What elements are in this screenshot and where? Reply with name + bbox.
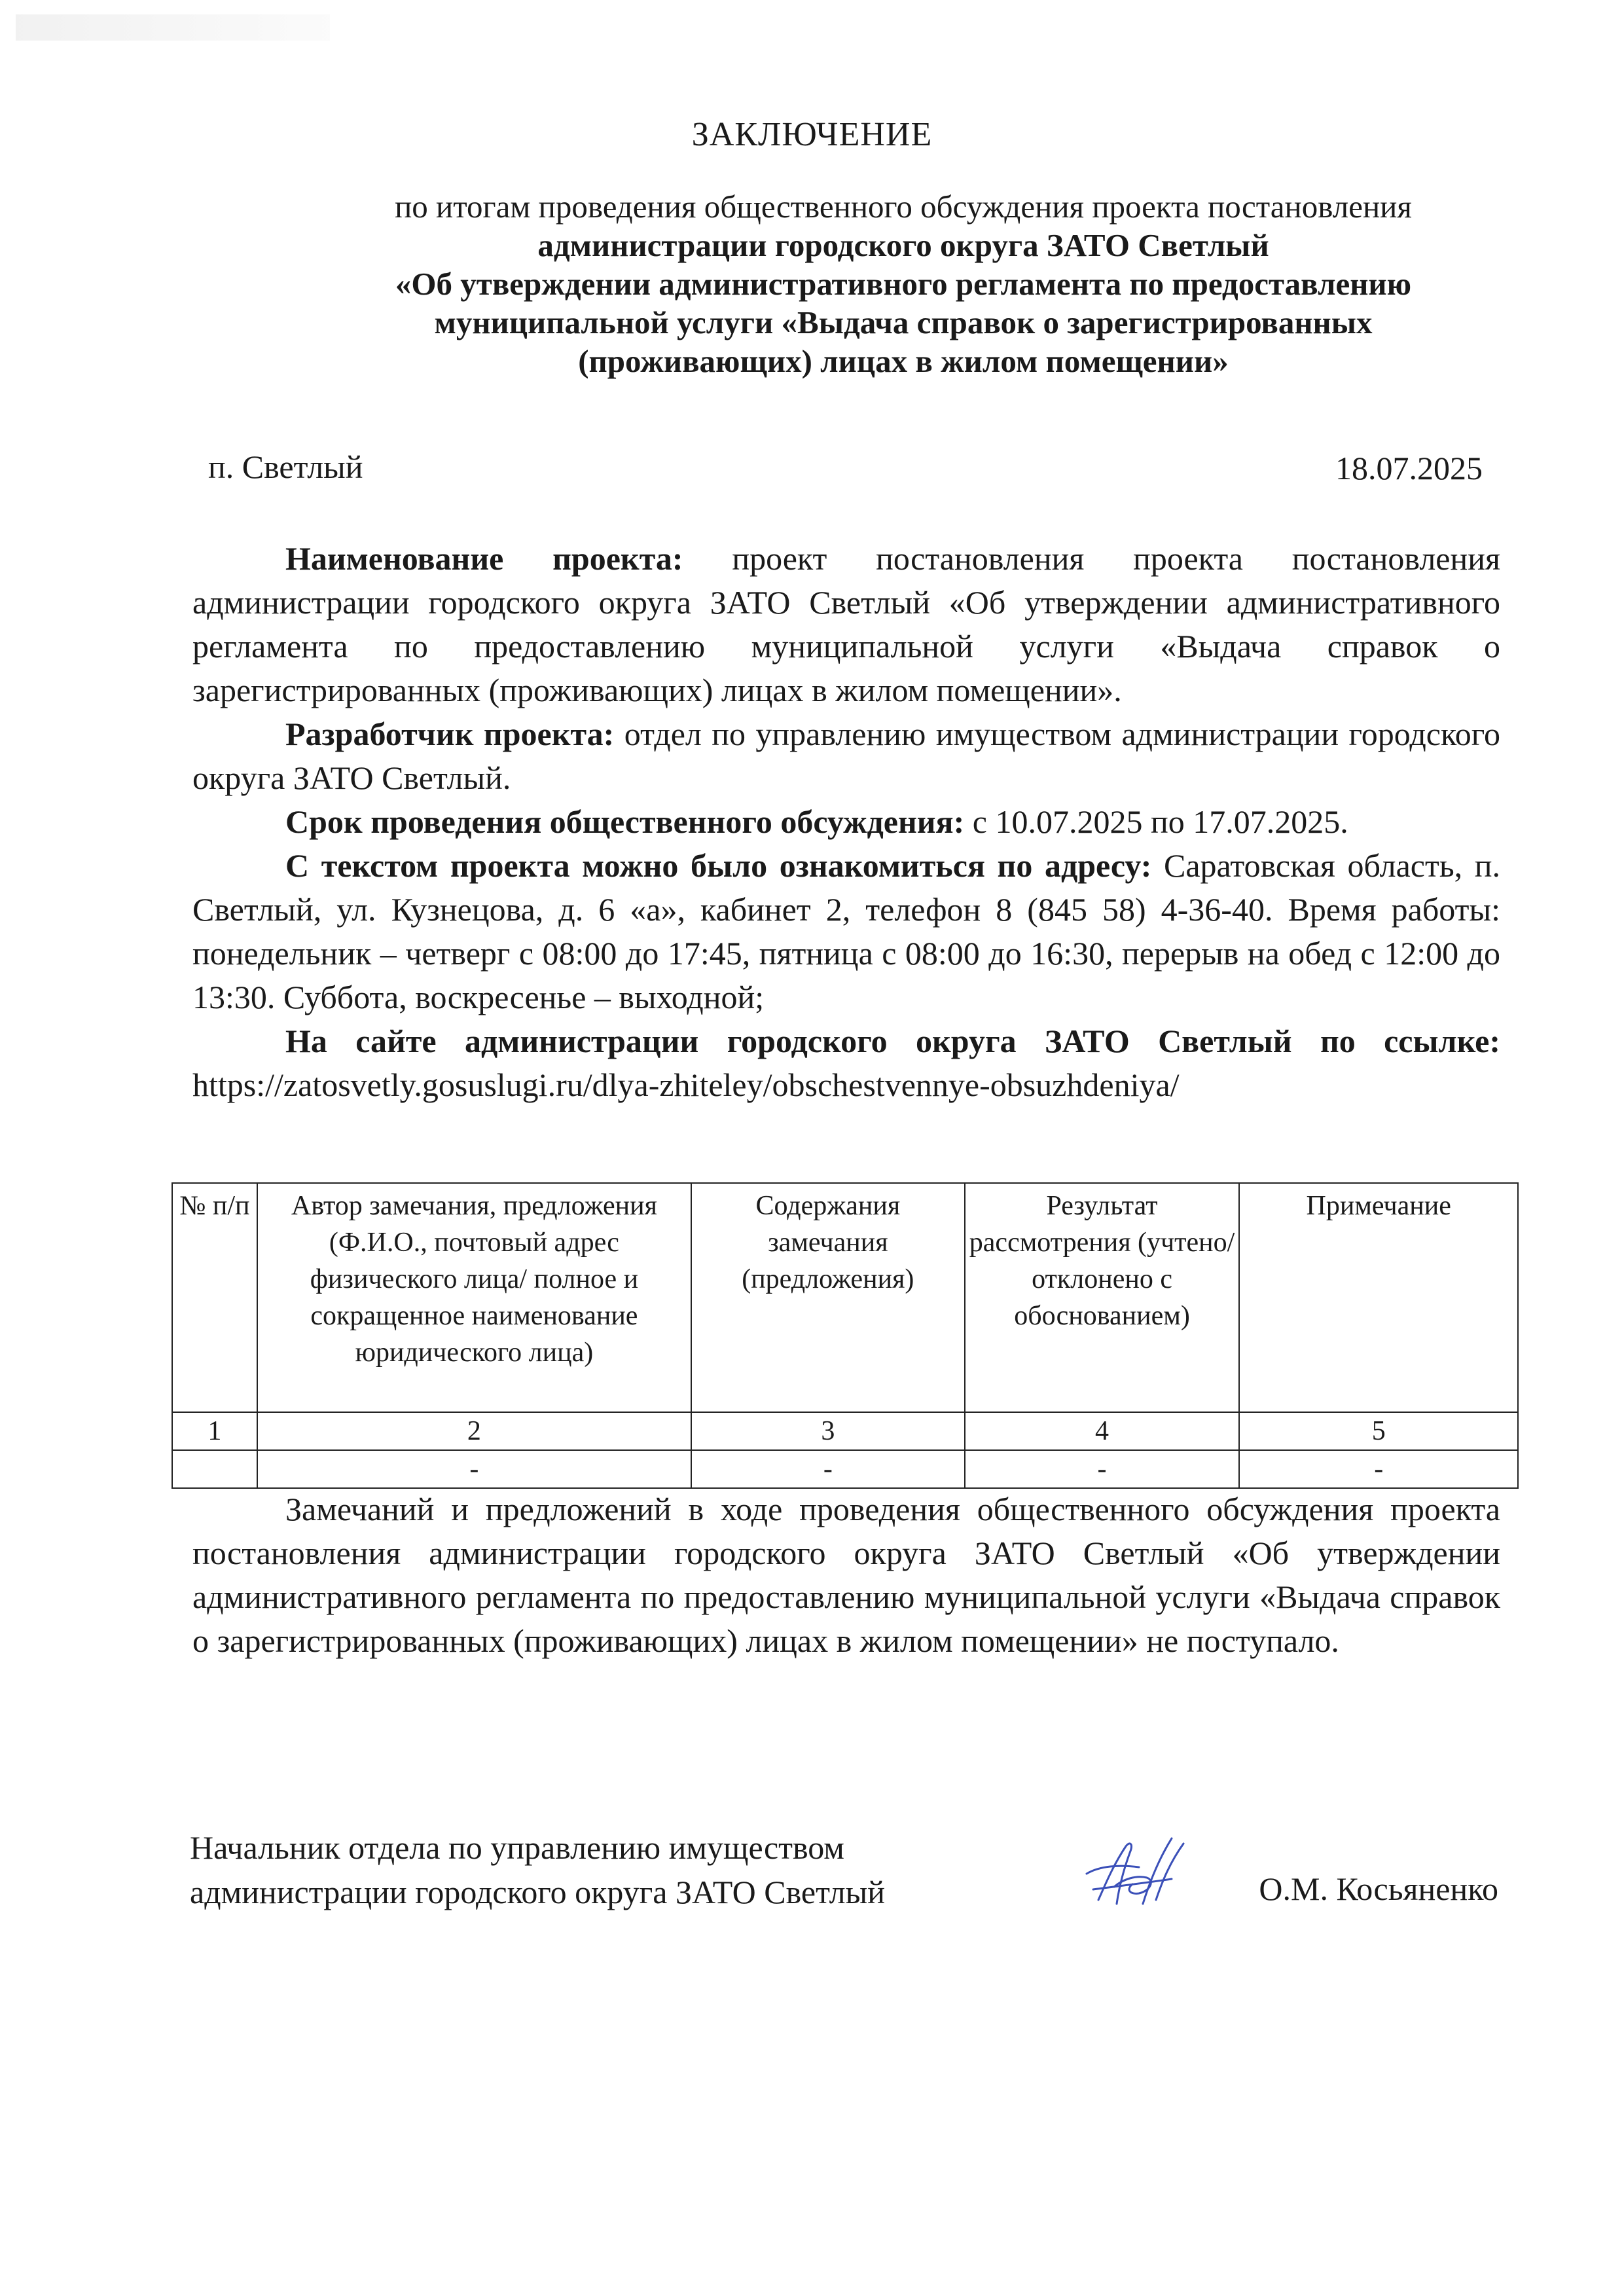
table-cell: 2 (257, 1412, 691, 1450)
header-note: Примечание (1239, 1183, 1518, 1412)
table-cell: 3 (691, 1412, 965, 1450)
table-cell: - (257, 1450, 691, 1488)
signer-position-line-2: администрации городского округа ЗАТО Светлый (190, 1874, 885, 1910)
conclusion-block (192, 1487, 1500, 1663)
subtitle-line-5: (проживающих) лицах в жилом помещении» (578, 343, 1229, 379)
table-row (172, 1412, 1518, 1450)
conclusion-text: Замечаний и предложений в ходе проведения общественного обсуждения проекта постановления администрации городского округа ЗАТО Светлый «Об утверждении административного регламента по предоставлению муниципальной услуги «Выдача справок о зарегистрированных (проживающих) лицах в жилом помещении» не поступало. (192, 1491, 1500, 1659)
comments-table-container (171, 1182, 1519, 1489)
signer-position (190, 1825, 885, 1914)
developer-text: отдел по управлению имуществом администрации городского округа ЗАТО Светлый. (192, 716, 1500, 796)
table-cell: - (965, 1450, 1240, 1488)
table-row (172, 1450, 1518, 1488)
paragraph-site (192, 1019, 1500, 1107)
comments-table (171, 1182, 1519, 1489)
subtitle-line-1: по итогам проведения общественного обсуждения проекта постановления (395, 189, 1412, 225)
paragraph-project-name (192, 537, 1500, 712)
address-text: Саратовская область, п. Светлый, ул. Кузнецова, д. 6 «а», кабинет 2, телефон 8 (845 58) 4-36-40. Время работы: понедельник – четверг с 08:00 до 17:45, пятница с 08:00 до 16:30, перерыв на обед с 12:00 до 13:30. Суббота, воскресенье – выходной; (192, 847, 1500, 1015)
table-cell: 1 (172, 1412, 257, 1450)
paragraph-address (192, 844, 1500, 1019)
header-content: Содержания замечания (предложения) (691, 1183, 965, 1412)
document-date: 18.07.2025 (1335, 450, 1483, 486)
place: п. Светлый (208, 448, 363, 485)
paragraph-period (192, 800, 1500, 844)
subtitle-line-3: «Об утверждении административного регламента по предоставлению (395, 266, 1412, 302)
address-label: С текстом проекта можно было ознакомиться по адресу: (285, 847, 1152, 884)
period-label: Срок проведения общественного обсуждения: (285, 803, 965, 840)
header-author: Автор замечания, предложения (Ф.И.О., почтовый адрес физического лица/ полное и сокращенное наименование юридического лица) (257, 1183, 691, 1412)
document-subtitle (281, 187, 1525, 380)
scan-artifact (16, 14, 330, 41)
table-cell: - (691, 1450, 965, 1488)
table-cell: 5 (1239, 1412, 1518, 1450)
header-result: Результат рассмотрения (учтено/ отклонено с обоснованием) (965, 1183, 1240, 1412)
site-label: На сайте администрации городского округа ЗАТО Светлый по ссылке: (285, 1023, 1500, 1059)
signer-name: О.М. Косьяненко (1259, 1870, 1498, 1907)
period-text: с 10.07.2025 по 17.07.2025. (964, 803, 1348, 840)
handwritten-signature (1074, 1827, 1191, 1918)
table-cell (172, 1450, 257, 1488)
signer-position-line-1: Начальник отдела по управлению имуществом (190, 1829, 844, 1866)
paragraph-developer (192, 712, 1500, 800)
table-header-row (172, 1183, 1518, 1412)
subtitle-line-4: муниципальной услуги «Выдача справок о зарегистрированных (434, 304, 1373, 340)
site-link[interactable]: https://zatosvetly.gosuslugi.ru/dlya-zhiteley/obschestvennye-obsuzhdeniya/ (192, 1066, 1180, 1103)
developer-label: Разработчик проекта: (285, 716, 615, 752)
project-name-text: проект постановления проекта постановления администрации городского округа ЗАТО Светлый «Об утверждении административного регламента по предоставлению муниципальной услуги «Выдача справок о зарегистрированных (проживающих) лицах в жилом помещении». (192, 540, 1500, 708)
project-name-label: Наименование проекта: (285, 540, 683, 577)
table-cell: - (1239, 1450, 1518, 1488)
header-number: № п/п (172, 1183, 257, 1412)
document-body (192, 537, 1500, 1107)
subtitle-line-2: администрации городского округа ЗАТО Светлый (537, 227, 1269, 263)
table-cell: 4 (965, 1412, 1240, 1450)
document-title: ЗАКЛЮЧЕНИЕ (691, 116, 933, 153)
